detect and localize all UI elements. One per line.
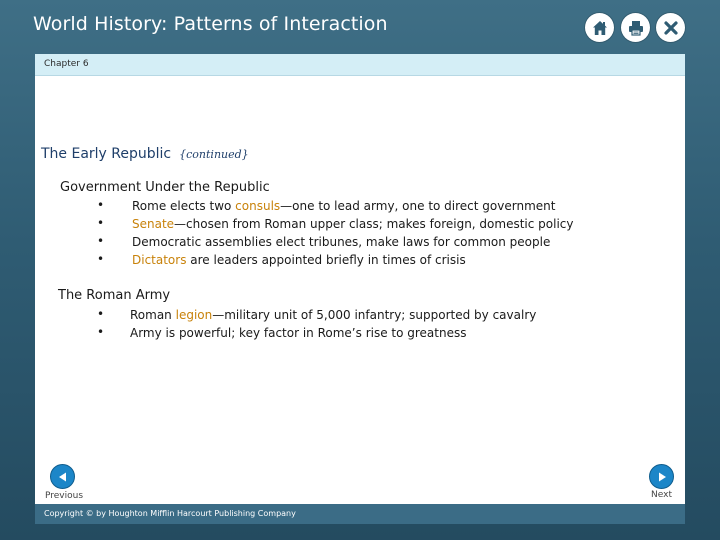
bullet-icon: • [97, 252, 105, 266]
bullet-icon: • [97, 307, 105, 321]
bullet-icon: • [97, 325, 105, 339]
bullet-text: Democratic assemblies elect tribunes, make laws for common people [132, 235, 551, 249]
previous-button[interactable] [50, 464, 75, 489]
section-title: The Roman Army [58, 288, 171, 303]
slide-heading-note: {continued} [179, 148, 249, 161]
app-title: World History: Patterns of Interaction [33, 13, 388, 35]
chapter-bar [35, 54, 685, 76]
key-term: Senate [132, 217, 175, 231]
section-title: Government Under the Republic [60, 180, 270, 195]
bullet-text: Roman [130, 308, 176, 322]
bullet-icon: • [97, 234, 105, 248]
bullet-text: —chosen from Roman upper class; makes foreign, domestic policy [174, 217, 574, 231]
copyright-text: Copyright © by Houghton Mifflin Harcourt Publishing Company [44, 509, 296, 518]
home-icon [591, 19, 609, 37]
bullet-icon: • [97, 216, 105, 230]
key-term: consuls [235, 199, 281, 213]
triangle-right-icon [656, 471, 668, 483]
slide-heading-text: The Early Republic [41, 146, 172, 162]
next-button[interactable] [649, 464, 674, 489]
close-button[interactable] [656, 13, 685, 42]
previous-label[interactable]: Previous [45, 491, 84, 501]
key-term: legion [175, 308, 213, 322]
print-icon [627, 19, 645, 37]
home-button[interactable] [585, 13, 614, 42]
slide-heading [41, 146, 249, 162]
print-button[interactable] [621, 13, 650, 42]
bullet-text: are leaders appointed briefly in times of crisis [186, 253, 466, 267]
bullet-icon: • [97, 198, 105, 212]
next-label[interactable]: Next [651, 490, 672, 500]
bullet-text: Army is powerful; key factor in Rome’s rise to greatness [130, 326, 467, 340]
key-term: Dictators [132, 253, 187, 267]
close-icon [662, 19, 680, 37]
bullet-text: Rome elects two [132, 199, 236, 213]
footer-bar [35, 504, 685, 524]
chapter-label: Chapter 6 [44, 59, 89, 69]
slide-content [35, 76, 685, 504]
triangle-left-icon [57, 471, 69, 483]
bullet-text: —one to lead army, one to direct government [280, 199, 556, 213]
bullet-text: —military unit of 5,000 infantry; supported by cavalry [212, 308, 537, 322]
